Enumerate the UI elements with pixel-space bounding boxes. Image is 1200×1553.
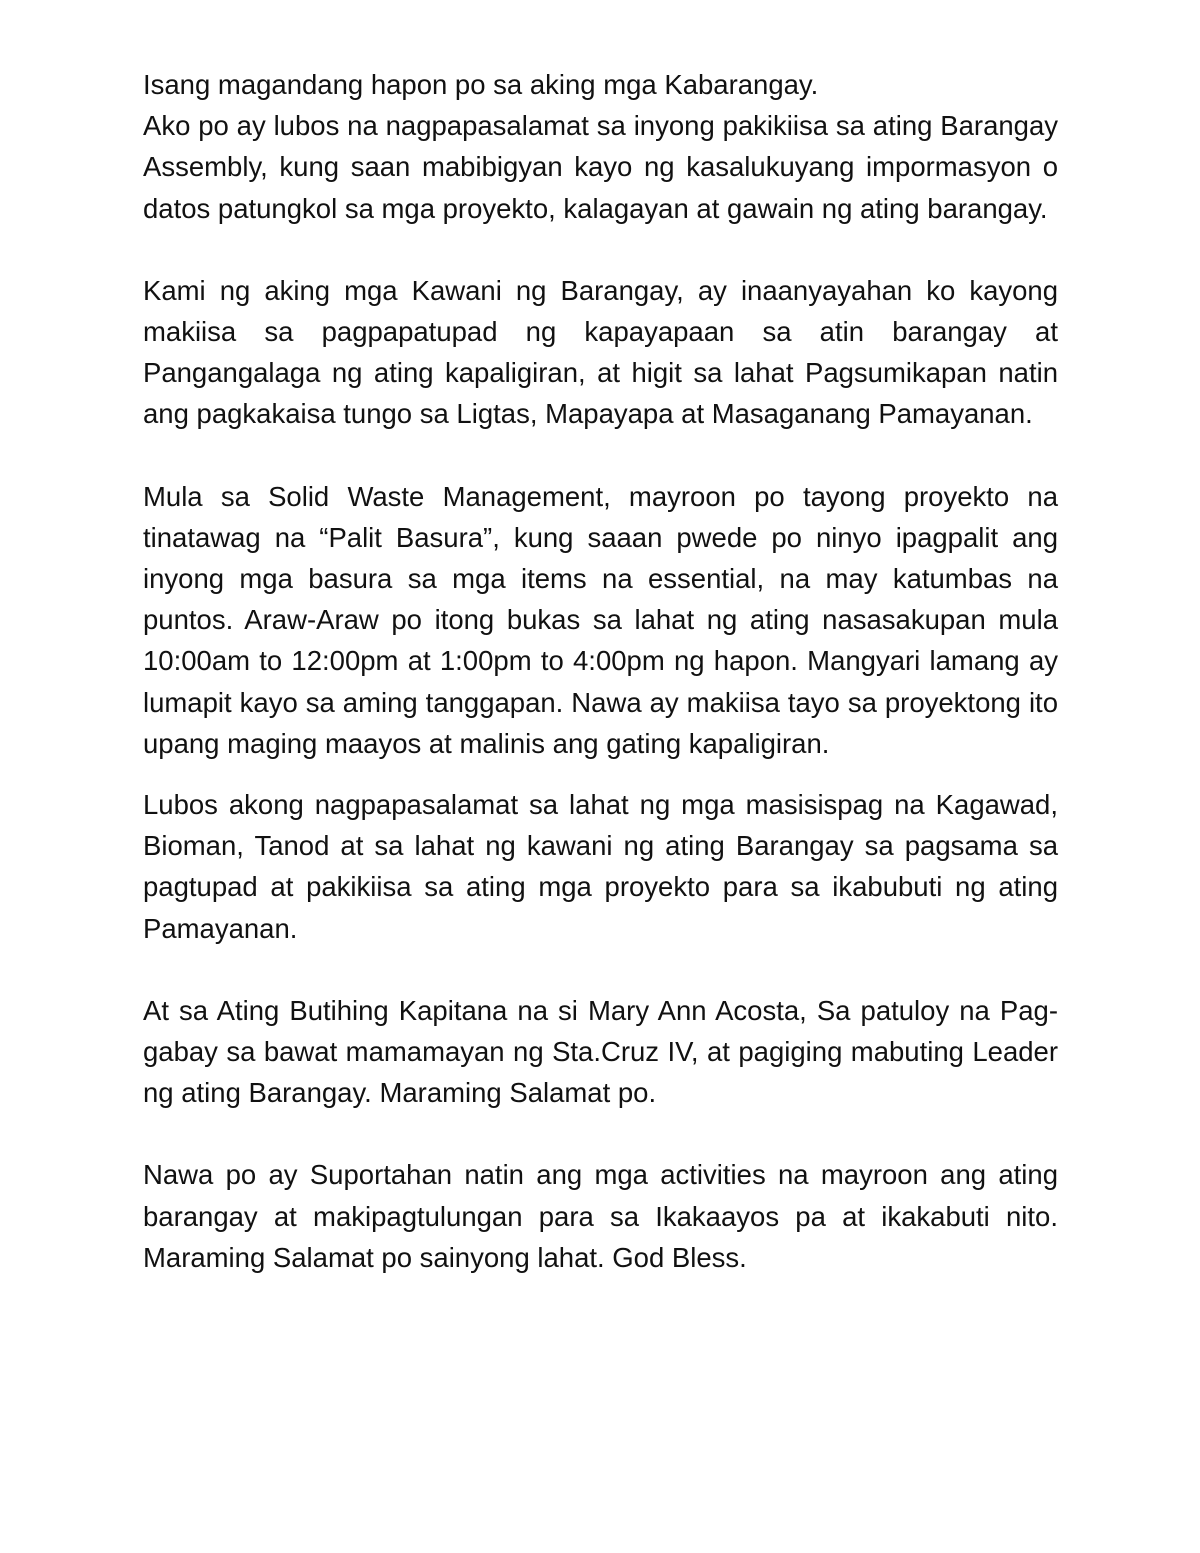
greeting-line: Isang magandang hapon po sa aking mga Kabarangay. (143, 69, 819, 100)
paragraph-kapitana: At sa Ating Butihing Kapitana na si Mary Ann Acosta, Sa patuloy na Pag-gabay sa bawat mamamayan ng Sta.Cruz IV, at pagiging mabuting Leader ng ating Barangay. Maraming Salamat po. (143, 994, 1058, 1109)
paragraph-acknowledgement: Lubos akong nagpapasalamat sa lahat ng mga masisispag na Kagawad, Bioman, Tanod at sa lahat ng kawani ng ating Barangay sa pagsama sa pagtupad at pakikiisa sa ating mga proyekto para sa ikabubuti ng ating Pamayanan. (143, 789, 1058, 944)
paragraph-closing: Nawa po ay Suportahan natin ang mga activities na mayroon ang ating barangay at makipagtulungan para sa Ikakaayos pa at ikakabuti nito. Maraming Salamat po sainyong lahat. God Bless. (143, 1159, 1058, 1273)
paragraph-invitation: Kami ng aking mga Kawani ng Barangay, ay inaanyayahan ko kayong makiisa sa pagpapatupad ng kapayapaan sa atin barangay at Pangangalaga ng ating kapaligiran, at higit sa lahat Pagsumikapan natin ang pagkakaisa tungo sa Ligtas, Mapayapa at Masaganang Pamayanan. (143, 274, 1058, 430)
paragraph-assembly-thanks: Ako po ay lubos na nagpapasalamat sa inyong pakikiisa sa ating Barangay Assembly, kung saan mabibigyan kayo ng kasalukuyang impormasyon o datos patungkol sa mga proyekto, kalagayan at gawain ng ating barangay. (143, 110, 1058, 224)
paragraph-palit-basura: Mula sa Solid Waste Management, mayroon po tayong proyekto na tinatawag na “Palit Basura”, kung saaan pwede po ninyo ipagpalit ang inyong mga basura sa mga items na essential, na may katumbas na puntos. Araw-Araw po itong bukas sa lahat ng ating nasasakupan mula 10:00am to 12:00pm at 1:00pm to 4:00pm ng hapon. Mangyari lamang ay lumapit kayo sa aming tanggapan. Nawa ay makiisa tayo sa proyektong ito upang maging maayos at malinis ang gating kapaligiran. (143, 480, 1058, 759)
document-body (143, 64, 1058, 1278)
